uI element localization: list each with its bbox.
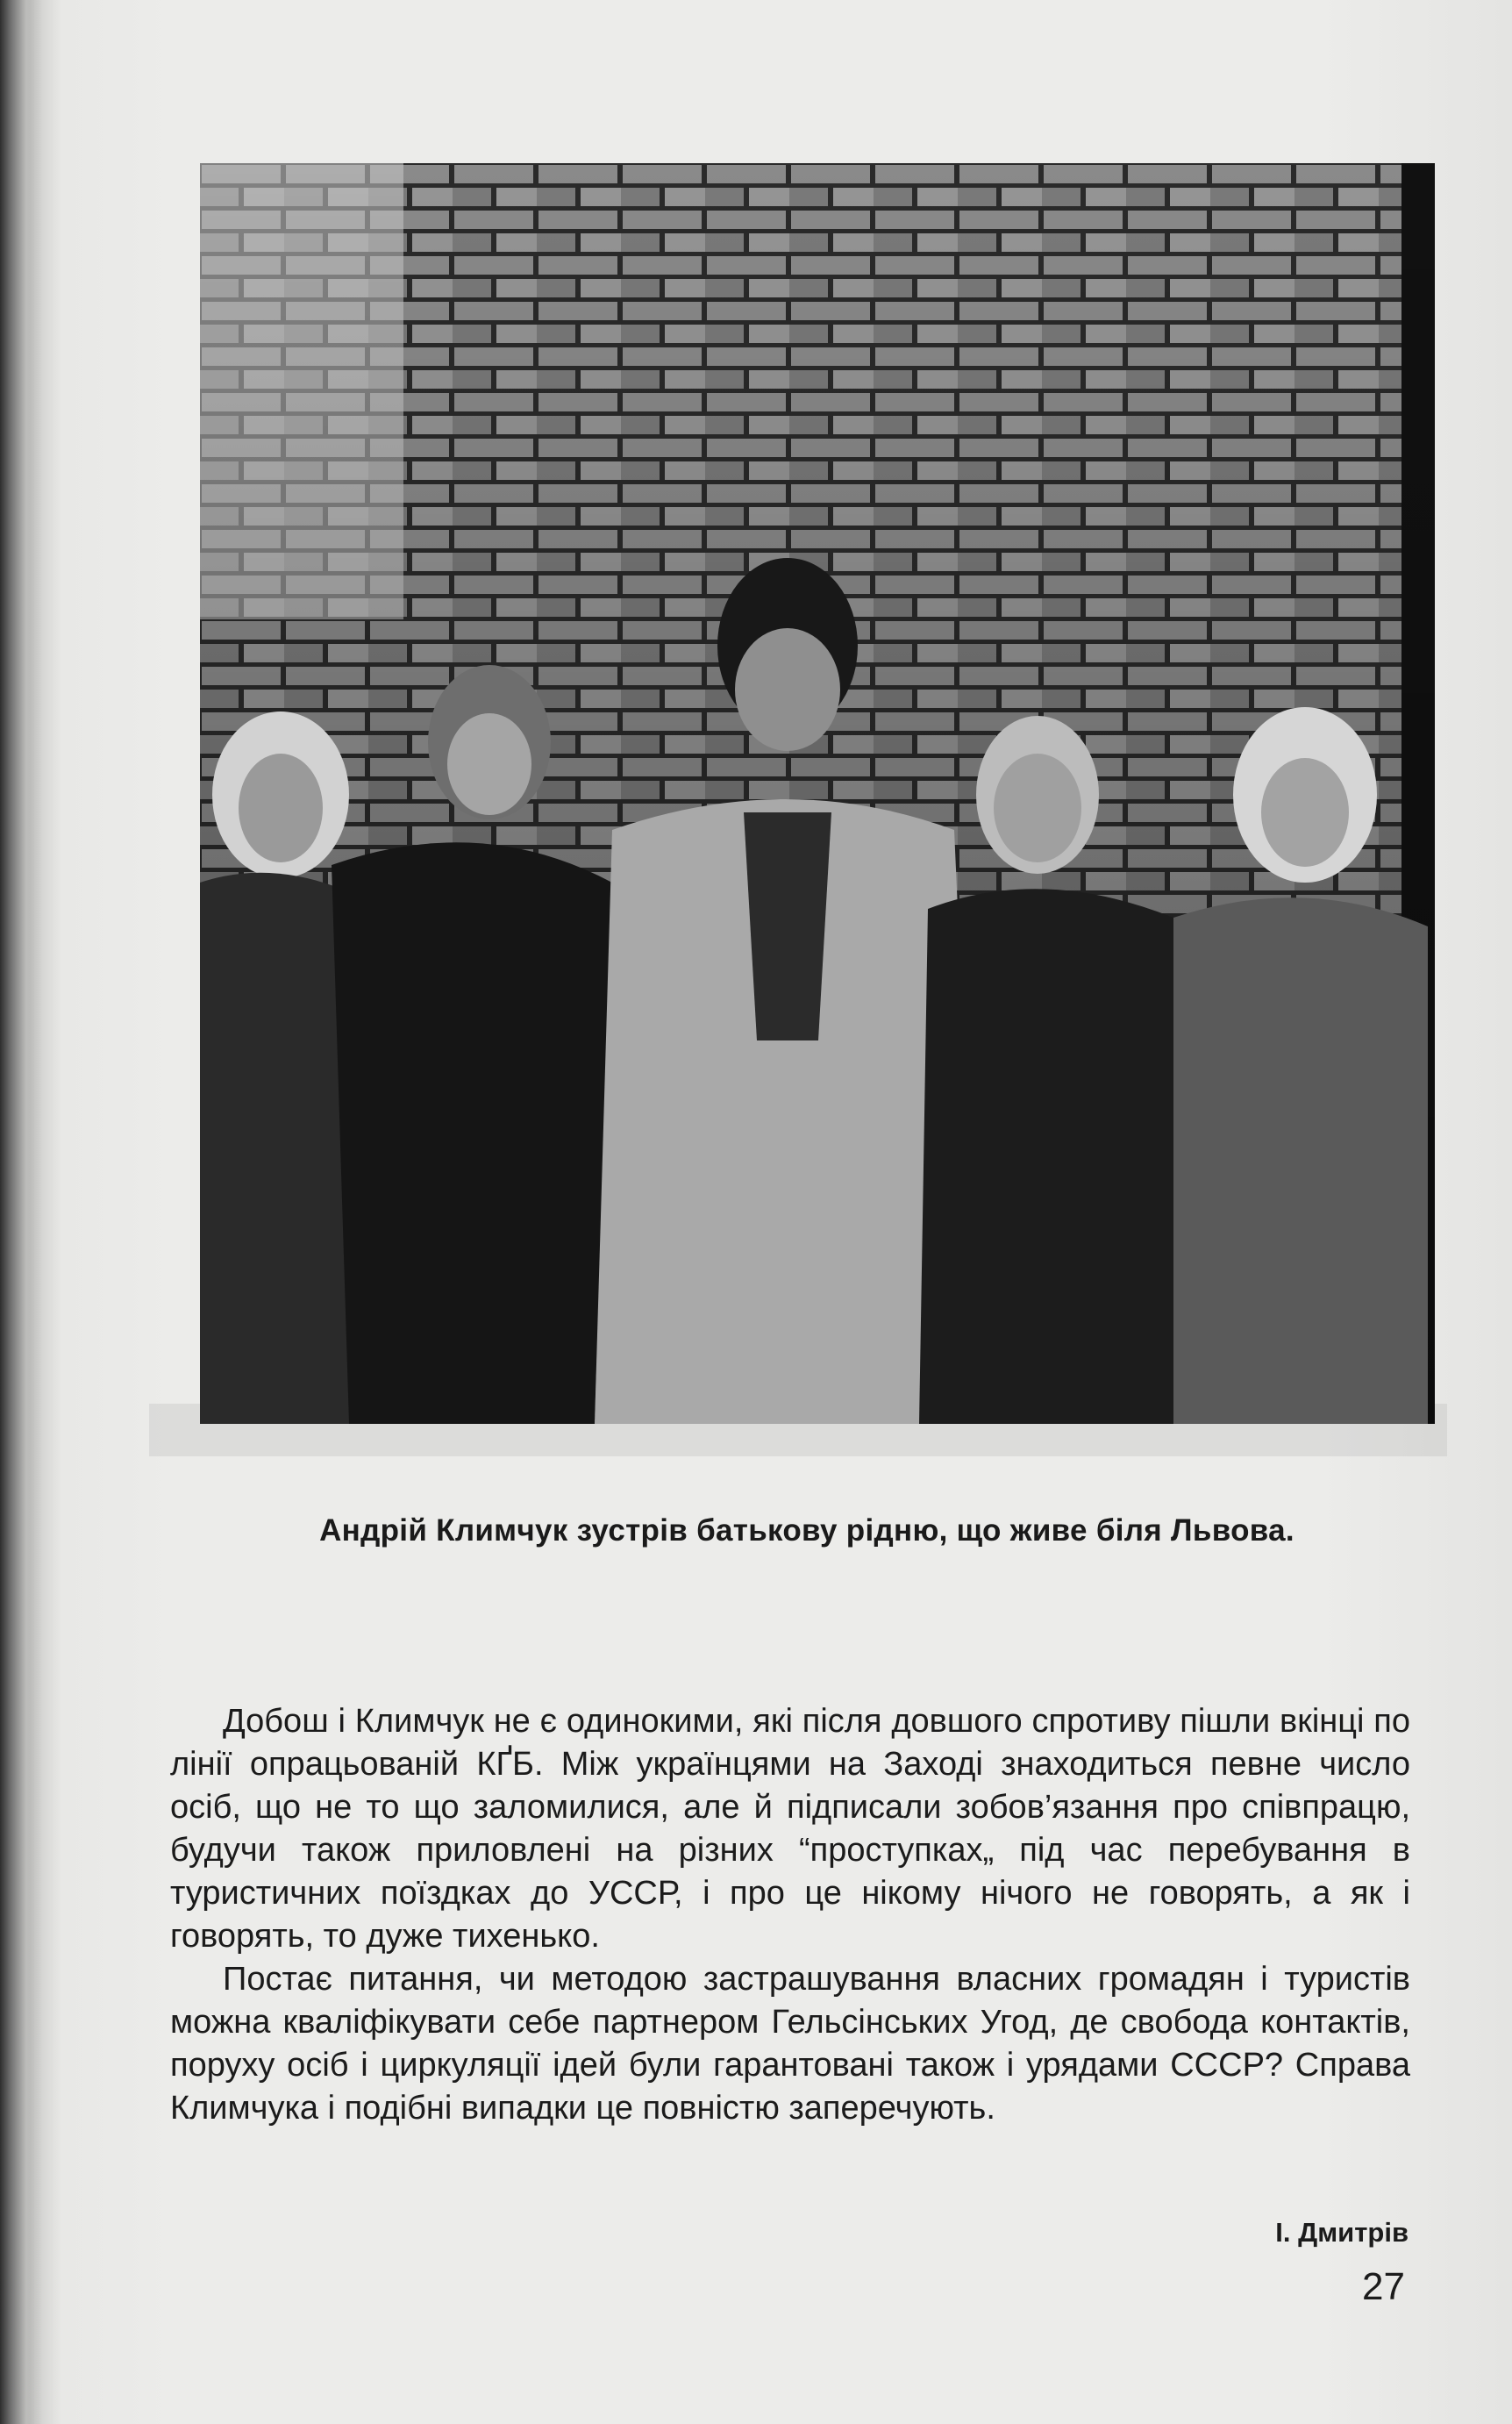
- photo-caption: Андрій Климчук зустрів батькову рідню, що живе біля Львова.: [319, 1513, 1294, 1548]
- gutter-shadow: [0, 0, 42, 2424]
- author-signature: І. Дмитрів: [1275, 2217, 1409, 2248]
- article-body: [170, 1700, 1410, 2130]
- page-number: 27: [1362, 2265, 1405, 2308]
- article-paragraph: Постає питання, чи методою застрашування власних громадян і туристів можна кваліфікувати себе партнером Гельсінських Угод, де свобода контактів, пoруху осіб і циркуляції ідей були гарантовані також і урядами СССР? Справа Климчука і подібні випадки це повністю заперечують.: [170, 1961, 1410, 2127]
- article-paragraph: Добош і Климчук не є одинокими, які після довшого спротиву пішли вкінці по лінії опрацьованій КҐБ. Між українцями на Заході знаходиться певне число осіб, що не то що заломилися, але й підписали зобов’язання про співпрацю, будучи також приловлені на різних “проступках„ під час перебування в туристичних поїздках до УССР, і про це нікому нічого не говорять, а як і говорять, то дуже тихенько.: [170, 1703, 1410, 1955]
- photo-illustration: [200, 163, 1435, 1424]
- photograph: [200, 163, 1435, 1424]
